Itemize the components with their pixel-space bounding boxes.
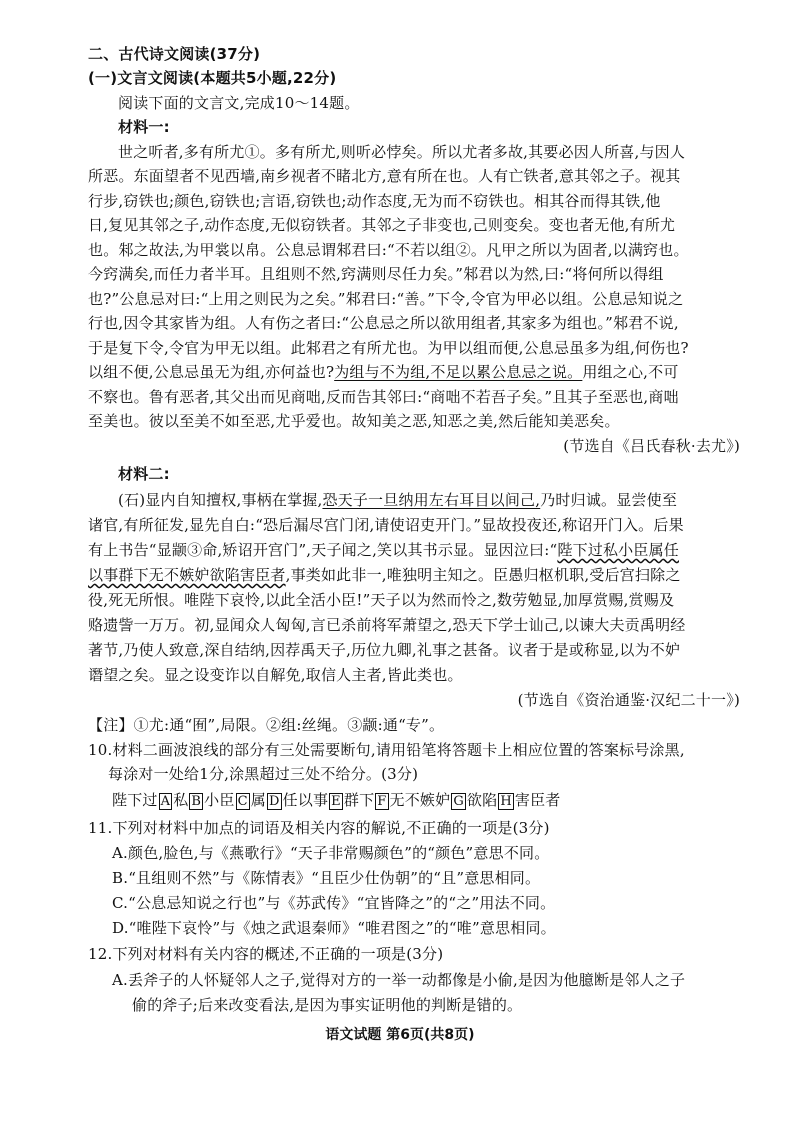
answer-box-d[interactable]: D — [268, 794, 280, 809]
segment: 陛下过 — [112, 791, 158, 809]
page-footer: 语文试题 第6页(共8页) — [325, 1027, 475, 1043]
q11-stem: 11.下列对材料中加点的词语及相关内容的解说,不正确的一项是(3分) — [88, 819, 550, 837]
segment: 欲陷 — [466, 791, 498, 809]
answer-box-h[interactable]: H — [500, 794, 512, 809]
q10-stem: 10.材料二画波浪线的部分有三处需要断句,请用铅笔将答题卡上相应位置的答案标号涂黑, — [88, 741, 685, 759]
wavy-line-part: 以事群下无不嫉妒欲陷害臣者 — [88, 566, 286, 584]
m2-text: ,事类如此非一,唯独明主知之。臣愚 — [285, 566, 524, 584]
m1-line: 行步,窃铁也;颜色,窃铁也;言语,窃铁也;动作态度,无为而不窃铁也。相其谷而得其铁,他 — [88, 192, 661, 210]
q12-stem: 12.下列对材料有关内容的概述,不正确的一项是(3分) — [88, 945, 444, 963]
segment: 属 — [250, 791, 266, 809]
m1-line: 也?”公息忌对曰:“上用之则民为之矣。”邾君曰:“善。”下令,令官为甲必以组。公息忌知说之 — [88, 290, 684, 308]
material1-label: 材料一: — [118, 118, 170, 136]
m1-text: 以组不便,公息忌虽无为组,亦何益也? — [88, 363, 335, 381]
q11-option-b: B.“且组则不然”与《陈情表》“且臣少仕伪朝”的“且”意思相同。 — [112, 869, 541, 887]
answer-box-a[interactable]: A — [160, 794, 171, 809]
instruction: 阅读下面的文言文,完成10～14题。 — [118, 94, 360, 112]
m1-line: 也。邾之故法,为甲裳以帛。公息忌谓邾君曰:“不若以组②。凡甲之所以为固者,以满窍也。 — [88, 241, 689, 259]
answer-box-e[interactable]: E — [331, 794, 341, 809]
answer-box-c[interactable]: C — [237, 794, 248, 809]
answer-box-g[interactable]: G — [453, 794, 464, 809]
segment: 任以事 — [282, 791, 329, 809]
m2-text: (石)显内自知擅权,事柄在掌握, — [118, 491, 323, 509]
q11-option-c: C.“公息忌知说之行也”与《苏武传》“宜皆降之”的“之”用法不同。 — [112, 894, 556, 912]
m1-line: 至美也。彼以至美不如至恶,尤乎爱也。故知美之恶,知恶之美,然后能知美恶矣。 — [88, 412, 620, 430]
m2-line — [88, 565, 681, 585]
subsection-title: (一)文言文阅读(本题共5小题,22分) — [88, 69, 337, 87]
underlined-sentence: 恐天子一旦纳用左右耳目以间己, — [322, 491, 541, 509]
material2-label: 材料二: — [118, 465, 170, 483]
m1-line: 日,复见其邻之子,动作态度,无似窃铁者。其邻之子非变也,己则变矣。变也者无他,有所尤 — [88, 216, 676, 234]
q10-stem-cont: 每涂对一处给1分,涂黑超过三处不给分。(3分) — [108, 765, 419, 783]
segment: 害臣者 — [514, 791, 561, 809]
m2-line: 诸官,有所征发,显先自白:“恐后漏尽宫门闭,请使诏吏开门。”显故投夜还,称诏开门入。后果 — [88, 516, 684, 534]
m1-line: 世之听者,多有所尤①。多有所尤,则听必悖矣。所以尤者多故,其要必因人所喜,与因人 — [118, 143, 686, 161]
m2-line-underlined — [118, 490, 677, 510]
q12-option-a-cont: 偷的斧子;后来改变看法,是因为事实证明他的判断是错的。 — [132, 996, 523, 1014]
m1-line-underlined — [88, 362, 679, 382]
segment: 群下 — [343, 791, 375, 809]
segment: 无不嫉妒 — [389, 791, 451, 809]
m1-line: 所恶。东面望者不见西墙,南乡视者不睹北方,意有所在也。人有亡铁者,意其邻之子。视其 — [88, 167, 681, 185]
m2-line — [88, 540, 679, 560]
m2-text: 乃时归诚。显尝使至 — [540, 491, 678, 509]
m1-line: 不察也。鲁有恶者,其父出而见商咄,反而告其邻曰:“商咄不若吾子矣。”且其子至恶也,商咄 — [88, 388, 679, 406]
wavy-line-part: 陛下过私小臣属任 — [557, 541, 679, 559]
m1-text: 用组之心,不可 — [582, 363, 679, 381]
m2-line: 役,死无所恨。唯陛下哀怜,以此全活小臣!”天子以为然而怜之,数劳勉显,加厚赏赐,赏赐及 — [88, 591, 675, 609]
material1-source: (节选自《吕氏春秋·去尤》) — [563, 437, 740, 455]
m2-text: 有上书告“显颛③命,矫诏开宫门”,天子闻之,笑以其书示显。显因泣曰:“ — [88, 541, 558, 559]
section-title: 二、古代诗文阅读(37分) — [88, 45, 261, 63]
material2-source: (节选自《资治通鉴·汉纪二十一》) — [517, 691, 740, 709]
m2-line: 赂遗訾一万万。初,显闻众人匈匈,言已杀前将军萧望之,恐天下学士讪己,以谏大夫贡禹明经 — [88, 616, 686, 634]
m2-line: 著节,乃使人致意,深自结纳,因荐禹天子,历位九卿,礼事之甚备。议者于是或称显,以为不妒 — [88, 641, 681, 659]
answer-box-b[interactable]: B — [191, 794, 202, 809]
answer-box-f[interactable]: F — [377, 794, 387, 809]
m1-line: 于是复下令,令官为甲无以组。此邾君之有所尤也。为甲以组而便,公息忌虽多为组,何伤也? — [88, 339, 689, 357]
m1-line: 今窍满矣,而任力者半耳。且组则不然,窍满则尽任力矣。”邾君以为然,曰:“将何所以得组 — [88, 265, 664, 283]
m2-text: 归枢机职,受后宫扫除之 — [523, 566, 681, 584]
q10-segmentation — [112, 790, 560, 810]
notes: 【注】①尤:通“囿”,局限。②组:丝绳。③颛:通“专”。 — [88, 716, 445, 734]
underlined-sentence: 为组与不为组,不足以累公息忌之说。 — [334, 363, 583, 381]
segment: 私 — [173, 791, 189, 809]
segment: 小臣 — [204, 791, 235, 809]
q12-option-a: A.丢斧子的人怀疑邻人之子,觉得对方的一举一动都像是小偷,是因为他臆断是邻人之子 — [112, 971, 686, 989]
m2-line: 谮望之矣。显之设变诈以自解免,取信人主者,皆此类也。 — [88, 666, 463, 684]
m1-line: 行也,因令其家皆为组。人有伤之者曰:“公息忌之所以欲用组者,其家多为组也。”邾君不说, — [88, 314, 679, 332]
q11-option-d: D.“唯陛下哀怜”与《烛之武退秦师》“唯君图之”的“唯”意思相同。 — [112, 919, 556, 937]
q11-option-a: A.颜色,脸色,与《燕歌行》“天子非常赐颜色”的“颜色”意思不同。 — [112, 844, 550, 862]
